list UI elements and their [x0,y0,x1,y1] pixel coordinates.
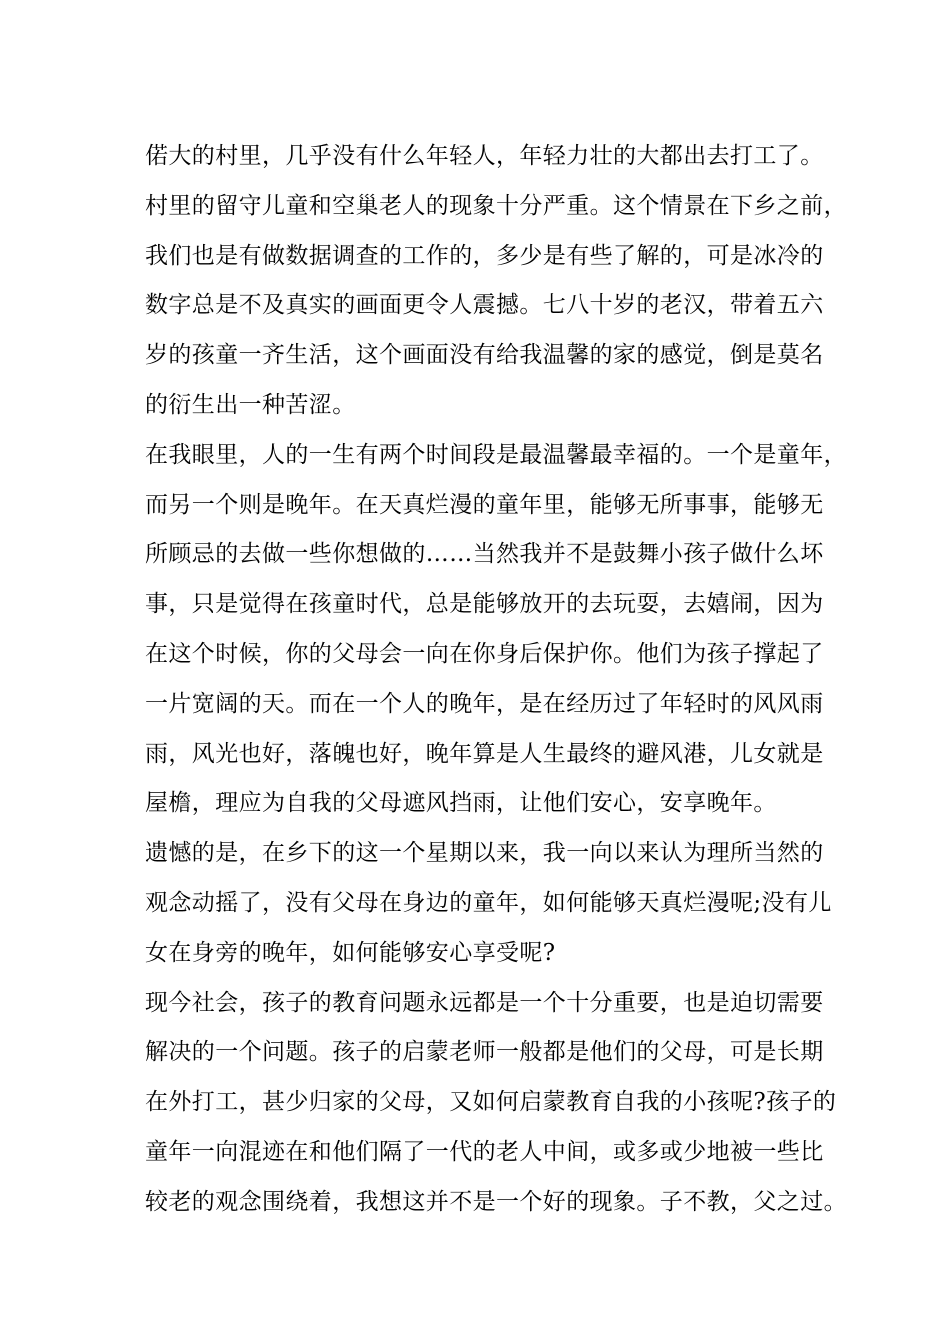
text-line: 我们也是有做数据调查的工作的，多少是有些了解的，可是冰冷的 [145,242,824,269]
text-line: 村里的留守儿童和空巢老人的现象十分严重。这个情景在下乡之前， [145,192,847,219]
text-line: 所顾忌的去做一些你想做的……当然我并不是鼓舞小孩子做什么坏 [145,541,824,568]
text-line: 数字总是不及真实的画面更令人震撼。七八十岁的老汉，带着五六 [145,292,824,319]
text-line: 屋檐，理应为自我的父母遮风挡雨，让他们安心，安享晚年。 [145,790,777,817]
text-line: 在外打工，甚少归家的父母，又如何启蒙教育自我的小孩呢?孩子的 [145,1089,837,1116]
text-line: 女在身旁的晚年，如何能够安心享受呢? [145,939,556,966]
text-line: 事，只是觉得在孩童时代，总是能够放开的去玩耍，去嬉闹，因为 [145,591,824,618]
text-line: 在这个时候，你的父母会一向在你身后保护你。他们为孩子撑起了 [145,640,824,667]
text-line: 遗憾的是，在乡下的这一个星期以来，我一向以来认为理所当然的 [145,840,824,867]
text-line: 观念动摇了，没有父母在身边的童年，如何能够天真烂漫呢;没有儿 [145,889,832,916]
text-line: 雨，风光也好，落魄也好，晚年算是人生最终的避风港，儿女就是 [145,740,824,767]
text-line: 偌大的村里，几乎没有什么年轻人，年轻力壮的大都出去打工了。 [145,143,824,169]
text-line: 而另一个则是晚年。在天真烂漫的童年里，能够无所事事，能够无 [145,491,824,518]
text-line: 一片宽阔的天。而在一个人的晚年，是在经历过了年轻时的风风雨 [145,690,824,717]
text-line: 的衍生出一种苦涩。 [145,391,356,418]
text-line: 较老的观念围绕着，我想这并不是一个好的现象。子不教，父之过。 [145,1188,847,1215]
text-line: 解决的一个问题。孩子的启蒙老师一般都是他们的父母，可是长期 [145,1039,824,1066]
text-line: 在我眼里，人的一生有两个时间段是最温馨最幸福的。一个是童年， [145,441,847,468]
text-line: 岁的孩童一齐生活，这个画面没有给我温馨的家的感觉，倒是莫名 [145,342,824,369]
text-line: 现今社会，孩子的教育问题永远都是一个十分重要，也是迫切需要 [145,989,824,1016]
text-line: 童年一向混迹在和他们隔了一代的老人中间，或多或少地被一些比 [145,1138,824,1165]
body-text [145,132,847,1228]
